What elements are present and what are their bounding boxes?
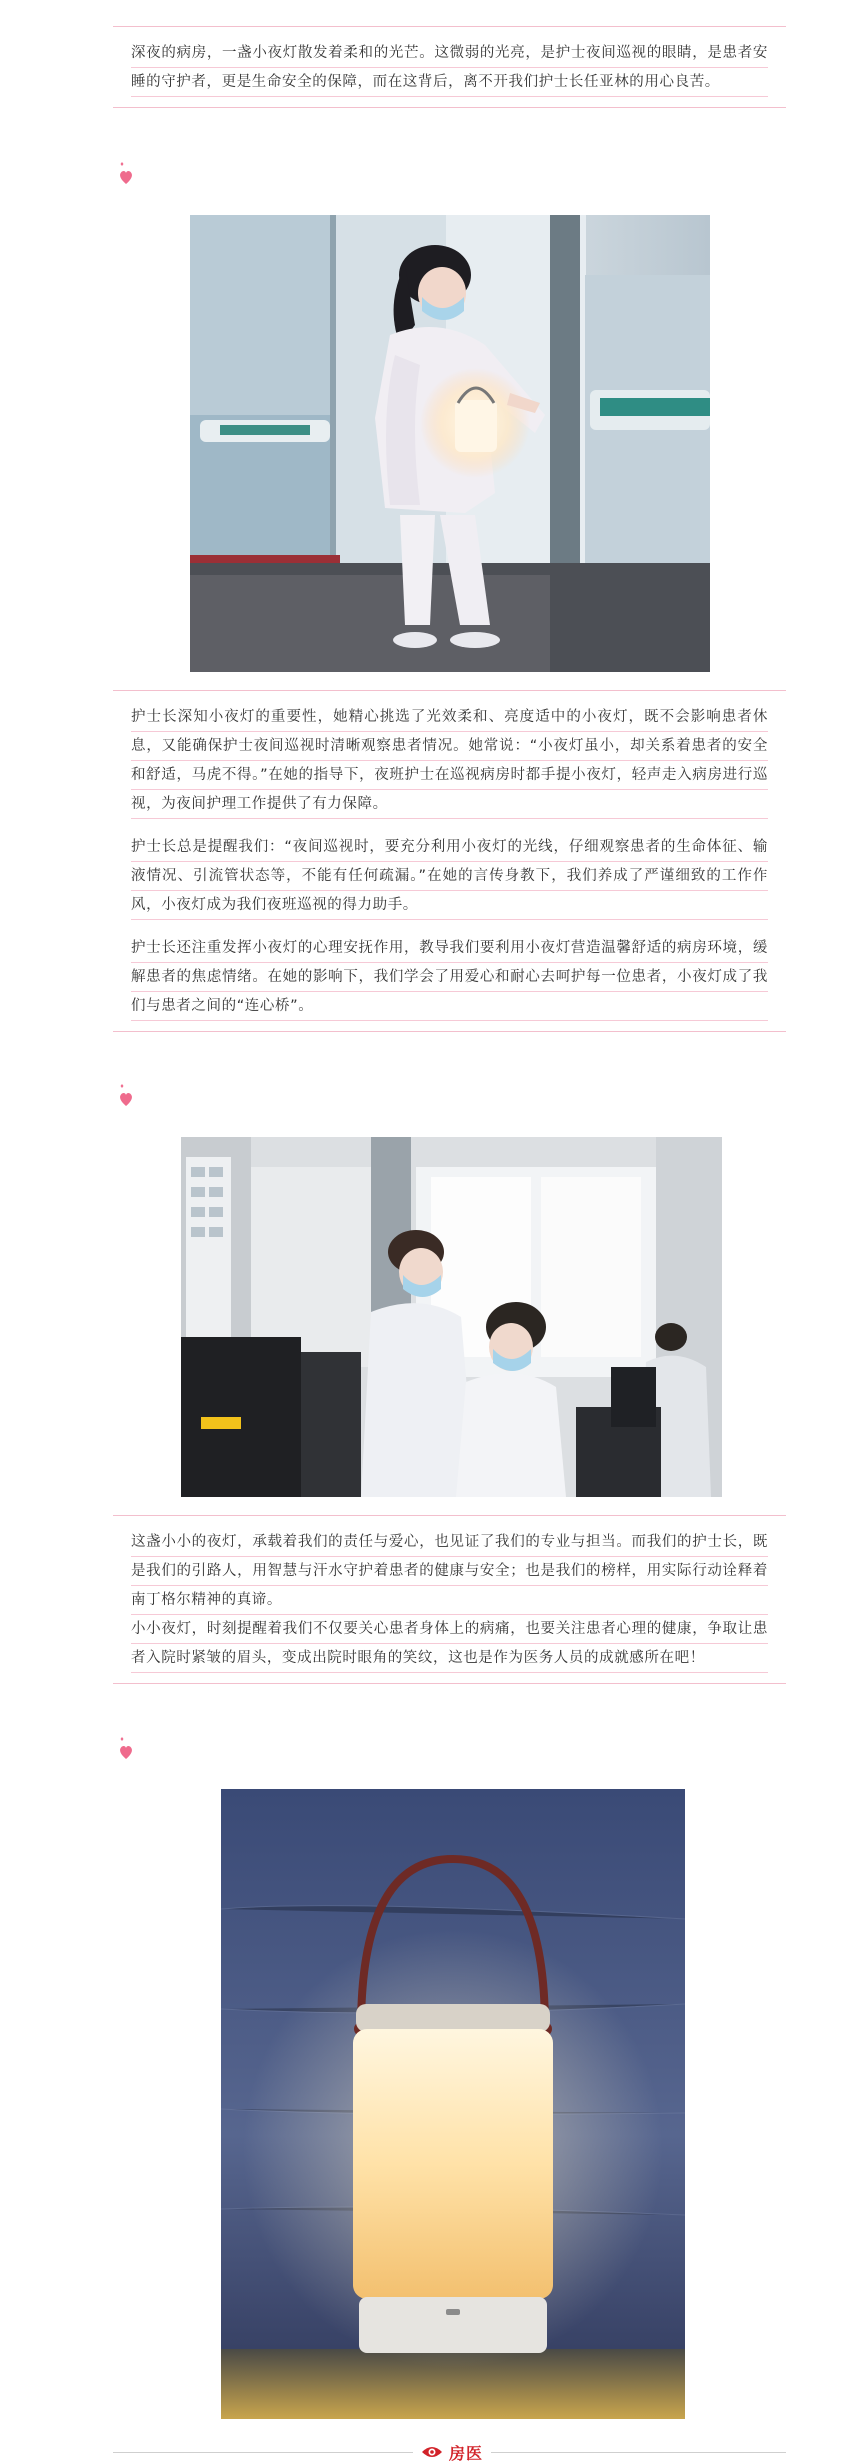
paragraph-lamp-importance: 护士长深知小夜灯的重要性，她精心挑选了光效柔和、亮度适中的小夜灯，既不会影响患者休息，又能确保护士夜间巡视时清晰观察患者情况。她常说：“小夜灯虽小，却关系着患者的安全和舒适，马虎不得。”在她的指导下，夜班护士在巡视病房时都手提小夜灯，轻声走入病房进行巡视，为夜间护理工作提供了有力保障。 — [131, 703, 768, 819]
paragraph-responsibility: 这盏小小的夜灯，承载着我们的责任与爱心，也见证了我们的专业与担当。而我们的护士长，既是我们的引路人，用智慧与汗水守护着患者的健康与安全；也是我们的榜样，用实际行动诠释着南丁格尔精神的真谛。 — [131, 1528, 768, 1615]
heart-icon — [118, 160, 134, 186]
heart-icon — [118, 1735, 134, 1761]
photo-night-lamp — [221, 1789, 685, 2419]
footer-logo-text: 房医 — [449, 2443, 484, 2463]
paragraph-closing: 小小夜灯，时刻提醒着我们不仅要关心患者身体上的病痛，也要关注患者心理的健康，争取让患者入院时紧皱的眉头，变成出院时眼角的笑纹，这也是作为医务人员的成就感所在吧！ — [131, 1615, 768, 1673]
text-block-lamp-importance — [113, 690, 786, 1032]
text-block-intro — [113, 26, 786, 108]
photo-nurses-at-station — [181, 1137, 722, 1497]
photo-nurse-with-lamp — [190, 215, 710, 672]
paragraph-psychological: 护士长还注重发挥小夜灯的心理安抚作用，教导我们要利用小夜灯营造温馨舒适的病房环境，缓解患者的焦虑情绪。在她的影响下，我们学会了用爱心和耐心去呵护每一位患者，小夜灯成了我们与患者之间的“连心桥”。 — [131, 934, 768, 1021]
footer-logo — [413, 2441, 491, 2463]
paragraph-reminder: 护士长总是提醒我们：“夜间巡视时，要充分利用小夜灯的光线，仔细观察患者的生命体征、输液情况、引流管状态等，不能有任何疏漏。”在她的言传身教下，我们养成了严谨细致的工作作风，小夜灯成为我们夜班巡视的得力助手。 — [131, 833, 768, 920]
eye-logo-icon — [421, 2445, 443, 2459]
paragraph-intro: 深夜的病房，一盏小夜灯散发着柔和的光芒。这微弱的光亮，是护士夜间巡视的眼睛，是患者安睡的守护者，更是生命安全的保障，而在这背后，离不开我们护士长任亚林的用心良苦。 — [131, 39, 768, 97]
heart-icon — [118, 1082, 134, 1108]
text-block-conclusion — [113, 1515, 786, 1684]
